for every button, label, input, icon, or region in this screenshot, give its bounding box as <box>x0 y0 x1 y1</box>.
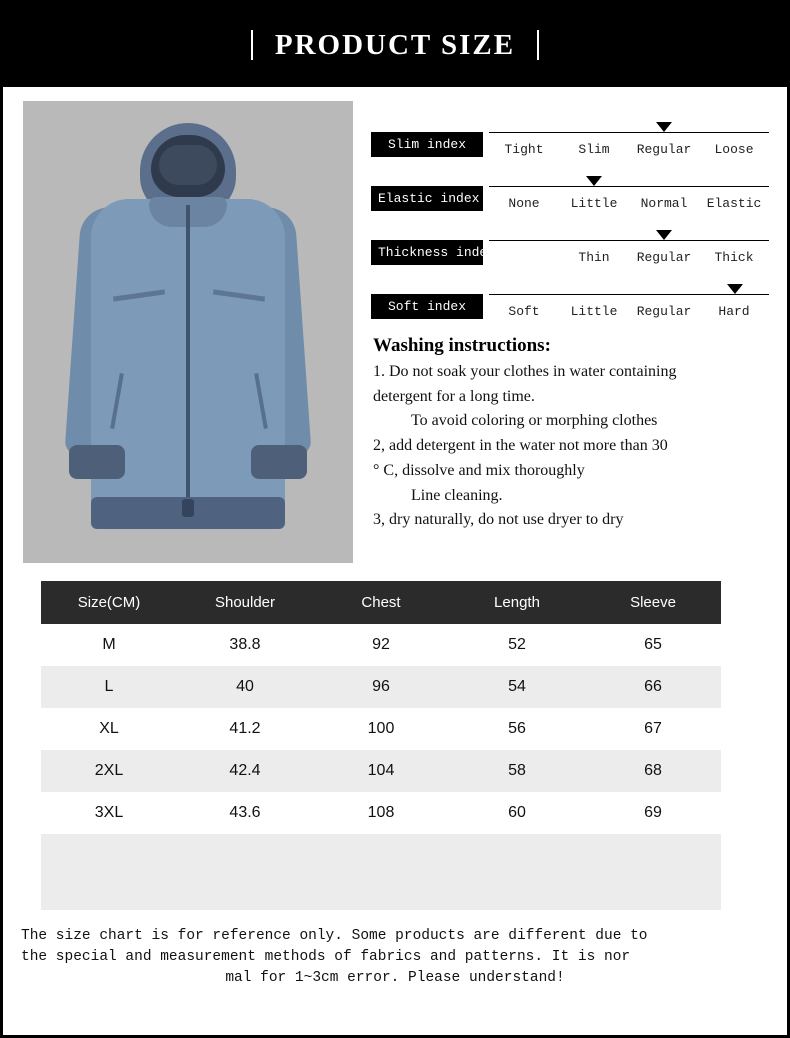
cell-length: 58 <box>449 750 585 792</box>
cell-sleeve: 65 <box>585 624 721 666</box>
washing-line-6: Line cleaning. <box>411 486 503 504</box>
index-option-thickness-3: Thick <box>714 250 754 265</box>
index-scale-elastic <box>489 186 769 211</box>
table-row <box>41 708 721 750</box>
index-area <box>371 101 769 563</box>
jacket-left-cuff <box>69 445 125 479</box>
table-row <box>41 792 721 834</box>
index-row-elastic <box>371 163 769 217</box>
washing-title: Washing instructions: <box>373 335 551 356</box>
index-option-elastic-2: Normal <box>640 196 688 211</box>
page-header <box>3 3 787 87</box>
index-marker-slim <box>656 122 672 132</box>
index-option-slim-2: Regular <box>636 142 692 157</box>
column-header-chest: Chest <box>313 581 449 624</box>
cell-chest: 92 <box>313 624 449 666</box>
index-scale-thickness <box>489 240 769 265</box>
index-row-thickness <box>371 217 769 271</box>
index-label-soft: Soft index <box>371 294 483 319</box>
cell-length: 56 <box>449 708 585 750</box>
cell-length: 60 <box>449 792 585 834</box>
index-label-thickness: Thickness index <box>371 240 483 265</box>
table-filler-row <box>41 834 721 910</box>
index-option-thickness-1: Thin <box>578 250 610 265</box>
jacket-illustration <box>43 123 333 553</box>
index-marker-elastic <box>586 176 602 186</box>
index-marker-thickness <box>656 230 672 240</box>
cell-shoulder: 38.8 <box>177 624 313 666</box>
table-row <box>41 666 721 708</box>
header-right-divider <box>537 30 539 60</box>
cell-shoulder: 41.2 <box>177 708 313 750</box>
washing-line-7: 3, dry naturally, do not use dryer to dry <box>373 511 624 529</box>
index-option-thickness-0 <box>489 241 559 265</box>
index-option-slim-1: Slim <box>578 142 610 157</box>
index-option-slim-3: Loose <box>714 142 754 157</box>
column-header-shoulder: Shoulder <box>177 581 313 624</box>
cell-length: 54 <box>449 666 585 708</box>
cell-size: M <box>41 624 177 666</box>
cell-size: 2XL <box>41 750 177 792</box>
index-row-slim <box>371 109 769 163</box>
cell-size: L <box>41 666 177 708</box>
cell-sleeve: 69 <box>585 792 721 834</box>
index-option-soft-0: Soft <box>508 304 540 319</box>
index-option-soft-2: Regular <box>636 304 692 319</box>
index-option-thickness-2: Regular <box>636 250 692 265</box>
product-photo <box>23 101 353 563</box>
column-header-sleeve: Sleeve <box>585 581 721 624</box>
disclaimer-line-3: mal for 1~3cm error. Please understand! <box>225 970 565 987</box>
table-row <box>41 750 721 792</box>
column-header-size: Size(CM) <box>41 581 177 624</box>
jacket-right-cuff <box>251 445 307 479</box>
washing-line-1: 1. Do not soak your clothes in water containing <box>373 363 677 380</box>
index-scale-soft <box>489 294 769 319</box>
cell-size: XL <box>41 708 177 750</box>
cell-sleeve: 67 <box>585 708 721 750</box>
disclaimer-note <box>21 926 769 989</box>
index-label-elastic: Elastic index <box>371 186 483 211</box>
washing-instructions <box>371 335 769 532</box>
cell-length: 52 <box>449 624 585 666</box>
header-left-divider <box>251 30 253 60</box>
cell-chest: 100 <box>313 708 449 750</box>
cell-shoulder: 43.6 <box>177 792 313 834</box>
washing-line-4: 2, add detergent in the water not more than 30 <box>373 437 668 455</box>
index-option-elastic-3: Elastic <box>706 196 762 211</box>
index-marker-soft <box>727 284 743 294</box>
cell-size: 3XL <box>41 792 177 834</box>
cell-sleeve: 66 <box>585 666 721 708</box>
index-option-elastic-1: Little <box>570 196 618 211</box>
washing-line-5: ° C, dissolve and mix thoroughly <box>373 461 585 479</box>
cell-shoulder: 40 <box>177 666 313 708</box>
index-option-slim-0: Tight <box>504 142 544 157</box>
cell-shoulder: 42.4 <box>177 750 313 792</box>
cell-chest: 108 <box>313 792 449 834</box>
index-row-soft <box>371 271 769 325</box>
cell-chest: 104 <box>313 750 449 792</box>
disclaimer-line-1: The size chart is for reference only. Some products are different due to <box>21 928 648 944</box>
disclaimer-line-2: the special and measurement methods of fabrics and patterns. It is nor <box>21 949 631 966</box>
jacket-fur-lining <box>151 135 225 197</box>
size-chart-table <box>41 581 721 910</box>
table-row <box>41 624 721 666</box>
table-header-row <box>41 581 721 624</box>
index-option-soft-1: Little <box>570 304 618 319</box>
washing-line-3: To avoid coloring or morphing clothes <box>411 412 658 430</box>
washing-line-2: detergent for a long time. <box>373 387 535 405</box>
index-label-slim: Slim index <box>371 132 483 157</box>
index-scale-slim <box>489 132 769 157</box>
page-title: PRODUCT SIZE <box>274 28 516 61</box>
index-option-elastic-0: None <box>508 196 540 211</box>
jacket-front-zipper <box>186 205 190 505</box>
top-section <box>3 87 787 563</box>
jacket-zipper-pull <box>182 499 194 517</box>
cell-sleeve: 68 <box>585 750 721 792</box>
column-header-length: Length <box>449 581 585 624</box>
cell-chest: 96 <box>313 666 449 708</box>
index-option-soft-3: Hard <box>718 304 750 319</box>
